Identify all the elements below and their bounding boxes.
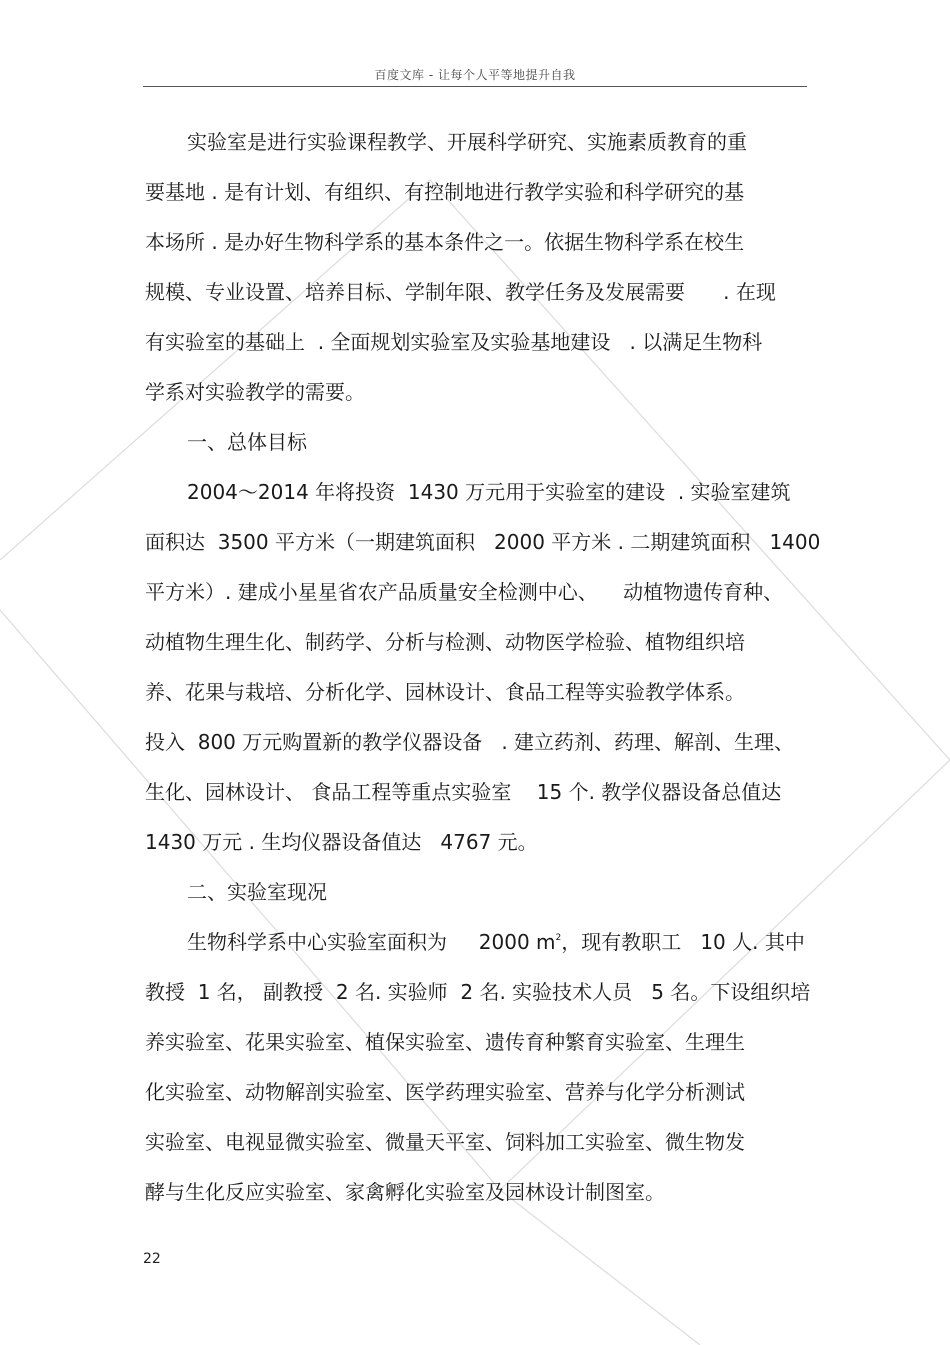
page-header: 百度文库 - 让每个人平等地提升自我 xyxy=(374,68,576,82)
text-line: 有实验室的基础上 . 全面规划实验室及实验基地建设 . 以满足生物科 xyxy=(145,330,763,354)
text-line: 酵与生化反应实验室、家禽孵化实验室及园林设计制图室。 xyxy=(145,1180,665,1204)
text-line: 平方米）. 建成小星星省农产品质量安全检测中心、 动植物遗传育种、 xyxy=(145,580,784,604)
text-line: 面积达 3500 平方米（一期建筑面积 2000 平方米 . 二期建筑面积 1400 xyxy=(145,530,821,554)
text-line: 化实验室、动物解剖实验室、医学药理实验室、营养与化学分析测试 xyxy=(145,1080,745,1104)
text-line: 投入 800 万元购置新的教学仪器设备 . 建立药剂、药理、解剖、生理、 xyxy=(145,730,795,754)
text-line: 实验室是进行实验课程教学、开展科学研究、实施素质教育的重 xyxy=(187,130,747,154)
text-line: 1430 万元 . 生均仪器设备值达 4767 元。 xyxy=(145,830,538,854)
text-line: 本场所 . 是办好生物科学系的基本条件之一。依据生物科学系在校生 xyxy=(145,230,745,254)
superscript: 2 xyxy=(555,933,562,943)
section-heading: 二、实验室现况 xyxy=(187,880,327,904)
text-line: 规模、专业设置、培养目标、学制年限、教学任务及发展需要 . 在现 xyxy=(145,280,776,304)
text-line: 生化、园林设计、 食品工程等重点实验室 15 个. 教学仪器设备总值达 xyxy=(145,780,782,804)
text-line: 养、花果与栽培、分析化学、园林设计、食品工程等实验教学体系。 xyxy=(145,680,745,704)
text-line: 教授 1 名， 副教授 2 名. 实验师 2 名. 实验技术人员 5 名。下设组织培 xyxy=(145,980,811,1004)
text-line: 学系对实验教学的需要。 xyxy=(145,380,365,404)
page-number: 22 xyxy=(143,1251,161,1267)
header-rule xyxy=(143,86,807,87)
text-line: 养实验室、花果实验室、植保实验室、遗传育种繁育实验室、生理生 xyxy=(145,1030,745,1054)
text-line xyxy=(187,929,805,955)
text-segment: 生物科学系中心实验室面积为 2000 m xyxy=(187,930,556,954)
section-heading: 一、总体目标 xyxy=(187,430,307,454)
text-line: 2004～2014 年将投资 1430 万元用于实验室的建设 . 实验室建筑 xyxy=(187,480,791,504)
text-segment: ，现有教职工 10 人. 其中 xyxy=(561,930,805,954)
text-line: 实验室、电视显微实验室、微量天平室、饲料加工实验室、微生物发 xyxy=(145,1130,745,1154)
text-line: 动植物生理生化、制药学、分析与检测、动物医学检验、植物组织培 xyxy=(145,630,745,654)
text-line: 要基地 . 是有计划、有组织、有控制地进行教学实验和科学研究的基 xyxy=(145,180,745,204)
